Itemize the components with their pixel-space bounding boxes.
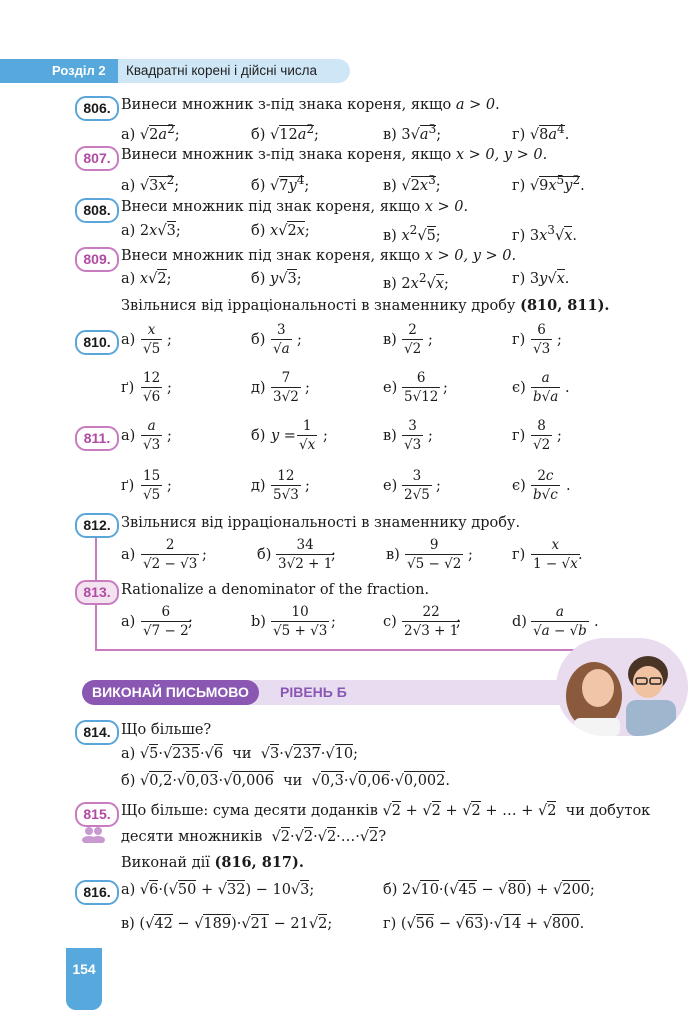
item-label: в) <box>386 547 400 563</box>
exercise-number-809: 809. <box>75 247 119 272</box>
separator: ; <box>167 380 172 396</box>
exercise-number-814: 814. <box>75 720 119 745</box>
intro-text: Виконай дії <box>121 855 210 871</box>
or-word: чи <box>283 773 303 789</box>
item-label: є) <box>512 478 526 494</box>
item-label: в) <box>383 126 397 143</box>
item-806-g: г) $√8a^4$. <box>512 122 570 143</box>
fraction-811-v: $\frac{3}{√3}$ <box>404 418 422 453</box>
fraction-813-a: $\frac{6}{√7 - 2}$ <box>143 604 189 639</box>
item-816-a: а) √6·(√50 + √32) − 10√3; <box>121 882 315 898</box>
item-label: б) <box>251 126 266 143</box>
fraction-810-e: $\frac{6}{5√12}$ <box>404 370 439 405</box>
item-label: а) <box>121 428 136 444</box>
item-label: г) <box>383 916 397 932</box>
students-photo <box>556 638 688 736</box>
separator: ; <box>305 380 310 396</box>
item-label: б) <box>251 428 266 444</box>
item-label: е) <box>383 380 398 396</box>
exercise-number-810: 810. <box>75 330 119 355</box>
exercise-number-813: 813. <box>75 580 119 605</box>
item-807-v: в) $√2x^3$; <box>383 173 441 194</box>
fraction-810-ye: $\frac{a}{b√a}$ <box>533 370 559 405</box>
band-level: РІВЕНЬ Б <box>280 684 347 700</box>
exercise-number-808: 808. <box>75 198 119 223</box>
item-label: а) <box>121 332 136 348</box>
separator: ; <box>297 332 302 348</box>
item-label: б) <box>251 177 266 194</box>
item-label: г) <box>512 126 526 143</box>
separator: ; <box>468 547 473 563</box>
exercise-number-807: 807. <box>75 146 119 171</box>
fraction-812-v: $\frac{9}{√5 - √2}$ <box>407 537 462 572</box>
fraction-810-v: $\frac{2}{√2}$ <box>404 322 422 357</box>
group-work-icon <box>80 825 108 843</box>
fraction-812-b: $\frac{34}{3√2 + 1}$ <box>278 537 333 572</box>
exercise-text-813: Rationalize a denominator of the fraction. <box>121 582 430 598</box>
fraction-810-g: $\frac{6}{√3}$ <box>533 322 551 357</box>
item-label: а) <box>121 177 136 194</box>
expr-811-b-prefix: y = <box>271 428 296 444</box>
separator: ; <box>428 428 433 444</box>
item-label: д) <box>251 478 266 494</box>
item-809-a: а) x√2; <box>121 271 172 287</box>
separator: ; <box>202 547 207 563</box>
item-label: г) <box>512 227 526 244</box>
separator: . <box>565 380 570 396</box>
item-label: б) <box>251 223 266 239</box>
separator: ; <box>167 332 172 348</box>
item-label: а) <box>121 746 136 762</box>
item-806-b: б) $√12a^2$; <box>251 122 319 143</box>
item-label: г) <box>512 428 526 444</box>
item-label: a) <box>121 614 136 630</box>
fraction-810-b: $\frac{3}{√a}$ <box>273 322 290 357</box>
separator: ; <box>323 428 328 444</box>
item-816-b: б) 2√10·(√45 − √80) + √200; <box>383 882 595 898</box>
fraction-810-d: $\frac{7}{3√2}$ <box>273 370 299 405</box>
item-label: б) <box>121 773 136 789</box>
separator: . <box>594 614 599 630</box>
item-809-g: г) 3y√x. <box>512 271 570 287</box>
fraction-810-g2: $\frac{12}{√6}$ <box>143 370 161 405</box>
task-text: Що більше: сума десяти доданків <box>121 803 378 819</box>
separator: ; <box>305 478 310 494</box>
fraction-812-g: $\frac{x}{1 - √x}$ <box>533 537 578 572</box>
item-816-v: в) (√42 − √189)·√21 − 21√2; <box>121 916 333 932</box>
exercise-text-815-line2: десяти множників √2·√2·√2·…·√2? <box>121 829 387 845</box>
item-807-g: г) $√9x^5y^2$. <box>512 173 585 194</box>
item-label: b) <box>251 614 266 630</box>
separator: . <box>566 478 571 494</box>
separator: ; <box>443 380 448 396</box>
intro-ref: (810, 811). <box>520 297 610 314</box>
or-word: чи <box>232 746 252 762</box>
item-808-g: г) $3x^3√x$. <box>512 223 578 244</box>
fraction-813-b: $\frac{10}{√5 + √3}$ <box>273 604 328 639</box>
item-label: ґ) <box>121 478 135 494</box>
item-label: а) <box>121 126 136 143</box>
item-808-a: а) 2x√3; <box>121 223 181 239</box>
task-text: Винеси множник з-під знака кореня, якщо <box>121 97 452 113</box>
item-label: d) <box>512 614 527 630</box>
item-label: б) <box>257 547 272 563</box>
item-label: а) <box>121 547 136 563</box>
item-808-v: в) $x^2√5$; <box>383 223 441 244</box>
separator: ; <box>331 614 336 630</box>
exercise-number-815: 815. <box>75 802 119 827</box>
or-word: чи добуток <box>565 803 651 819</box>
item-label: є) <box>512 380 526 396</box>
item-814-b: б) √0,2·√0,03·√0,006 чи √0,3·√0,06·√0,002. <box>121 773 450 789</box>
intro-ref: (816, 817). <box>214 854 304 871</box>
item-label: г) <box>512 177 526 194</box>
item-816-g: г) (√56 − √63)·√14 + √800. <box>383 916 585 932</box>
item-label: в) <box>383 227 397 244</box>
separator: ; <box>436 478 441 494</box>
intro-text: Звільнися від ірраціональності в знаменнику дробу <box>121 298 516 314</box>
separator: ; <box>167 428 172 444</box>
band-title: ВИКОНАЙ ПИСЬМОВО <box>82 680 259 705</box>
item-806-a: а) $√2a^2$; <box>121 122 180 143</box>
condition: x > 0, y > 0. <box>424 248 517 264</box>
separator: ; <box>428 332 433 348</box>
item-808-b: б) x√2x; <box>251 223 310 239</box>
item-label: в) <box>383 332 397 348</box>
chapter-header <box>0 59 350 83</box>
separator: ; <box>188 614 193 630</box>
exercise-number-812: 812. <box>75 513 119 538</box>
item-label: в) <box>383 177 397 194</box>
item-label: д) <box>251 380 266 396</box>
condition: x > 0. <box>424 199 469 215</box>
separator: ; <box>557 428 562 444</box>
item-label: c) <box>383 614 397 630</box>
item-label: г) <box>512 271 526 287</box>
separator: ; <box>331 547 336 563</box>
chapter-title: Квадратні корені і дійсні числа <box>126 63 317 78</box>
item-814-a: а) √5·√235·√6 чи √3·√237·√10; <box>121 746 358 762</box>
item-806-v: в) $3√a^3$; <box>383 122 442 143</box>
students-illustration <box>556 638 688 736</box>
fraction-811-d: $\frac{12}{5√3}$ <box>273 468 299 503</box>
item-label: б) <box>383 882 398 898</box>
intro-816-817 <box>121 854 304 871</box>
exercise-number-811: 811. <box>75 426 119 451</box>
fraction-810-a: $\frac{x}{√5}$ <box>143 322 161 357</box>
fraction-811-ye: $\frac{2c}{b√c}$ <box>533 468 558 503</box>
item-label: а) <box>121 882 136 898</box>
fraction-812-a: $\frac{2}{√2 - √3}$ <box>143 537 198 572</box>
fraction-811-b: $\frac{1}{√x}$ <box>299 418 316 453</box>
task-text: Внеси множник під знак кореня, якщо <box>121 199 421 215</box>
item-809-b: б) y√3; <box>251 271 302 287</box>
condition: a > 0. <box>455 97 500 113</box>
section-label: Розділ 2 <box>0 59 118 83</box>
item-label: г) <box>512 547 526 563</box>
fraction-811-a: $\frac{a}{√3}$ <box>143 418 161 453</box>
fraction-811-g2: $\frac{15}{√5}$ <box>143 468 161 503</box>
item-809-v: в) $2x^2√x$; <box>383 271 449 292</box>
item-label: а) <box>121 271 136 287</box>
exercise-text-806 <box>121 97 500 113</box>
item-label: в) <box>383 275 397 292</box>
task-text: десяти множників <box>121 829 263 845</box>
fraction-811-e: $\frac{3}{2√5}$ <box>404 468 430 503</box>
item-label: б) <box>251 332 266 348</box>
item-807-b: б) $√7y^4$; <box>251 173 310 194</box>
item-label: г) <box>512 332 526 348</box>
fraction-813-c: $\frac{22}{2√3 + 1}$ <box>404 604 459 639</box>
intro-810-811 <box>121 297 609 314</box>
item-label: а) <box>121 223 136 239</box>
separator: ; <box>557 332 562 348</box>
exercise-number-806: 806. <box>75 96 119 121</box>
page-number: 154 <box>66 948 102 1010</box>
condition: x > 0, y > 0. <box>455 147 548 163</box>
item-807-a: а) $√3x^2$; <box>121 173 180 194</box>
task-text: Винеси множник з-під знака кореня, якщо <box>121 147 452 163</box>
item-label: б) <box>251 271 266 287</box>
bracket-line-horizontal <box>95 649 603 651</box>
separator: ; <box>167 478 172 494</box>
exercise-text-815-line1: Що більше: сума десяти доданків √2 + √2 + √2 + … + √2 чи добуток <box>121 803 651 819</box>
exercise-text-807 <box>121 147 547 163</box>
fraction-811-g: $\frac{8}{√2}$ <box>533 418 551 453</box>
exercise-text-808 <box>121 199 468 215</box>
exercise-text-814: Що більше? <box>121 722 212 738</box>
separator: ; <box>456 614 461 630</box>
exercise-text-812: Звільнися від ірраціональності в знаменнику дробу. <box>121 515 521 531</box>
exercise-number-816: 816. <box>75 880 119 905</box>
exercise-text-809 <box>121 248 516 264</box>
separator: . <box>578 547 583 563</box>
item-label: в) <box>121 916 135 932</box>
item-label: в) <box>383 428 397 444</box>
task-text: Внеси множник під знак кореня, якщо <box>121 248 421 264</box>
fraction-813-d: $\frac{a}{√a - √b}$ <box>533 604 587 639</box>
section-band <box>82 680 602 705</box>
item-label: ґ) <box>121 380 135 396</box>
item-label: е) <box>383 478 398 494</box>
